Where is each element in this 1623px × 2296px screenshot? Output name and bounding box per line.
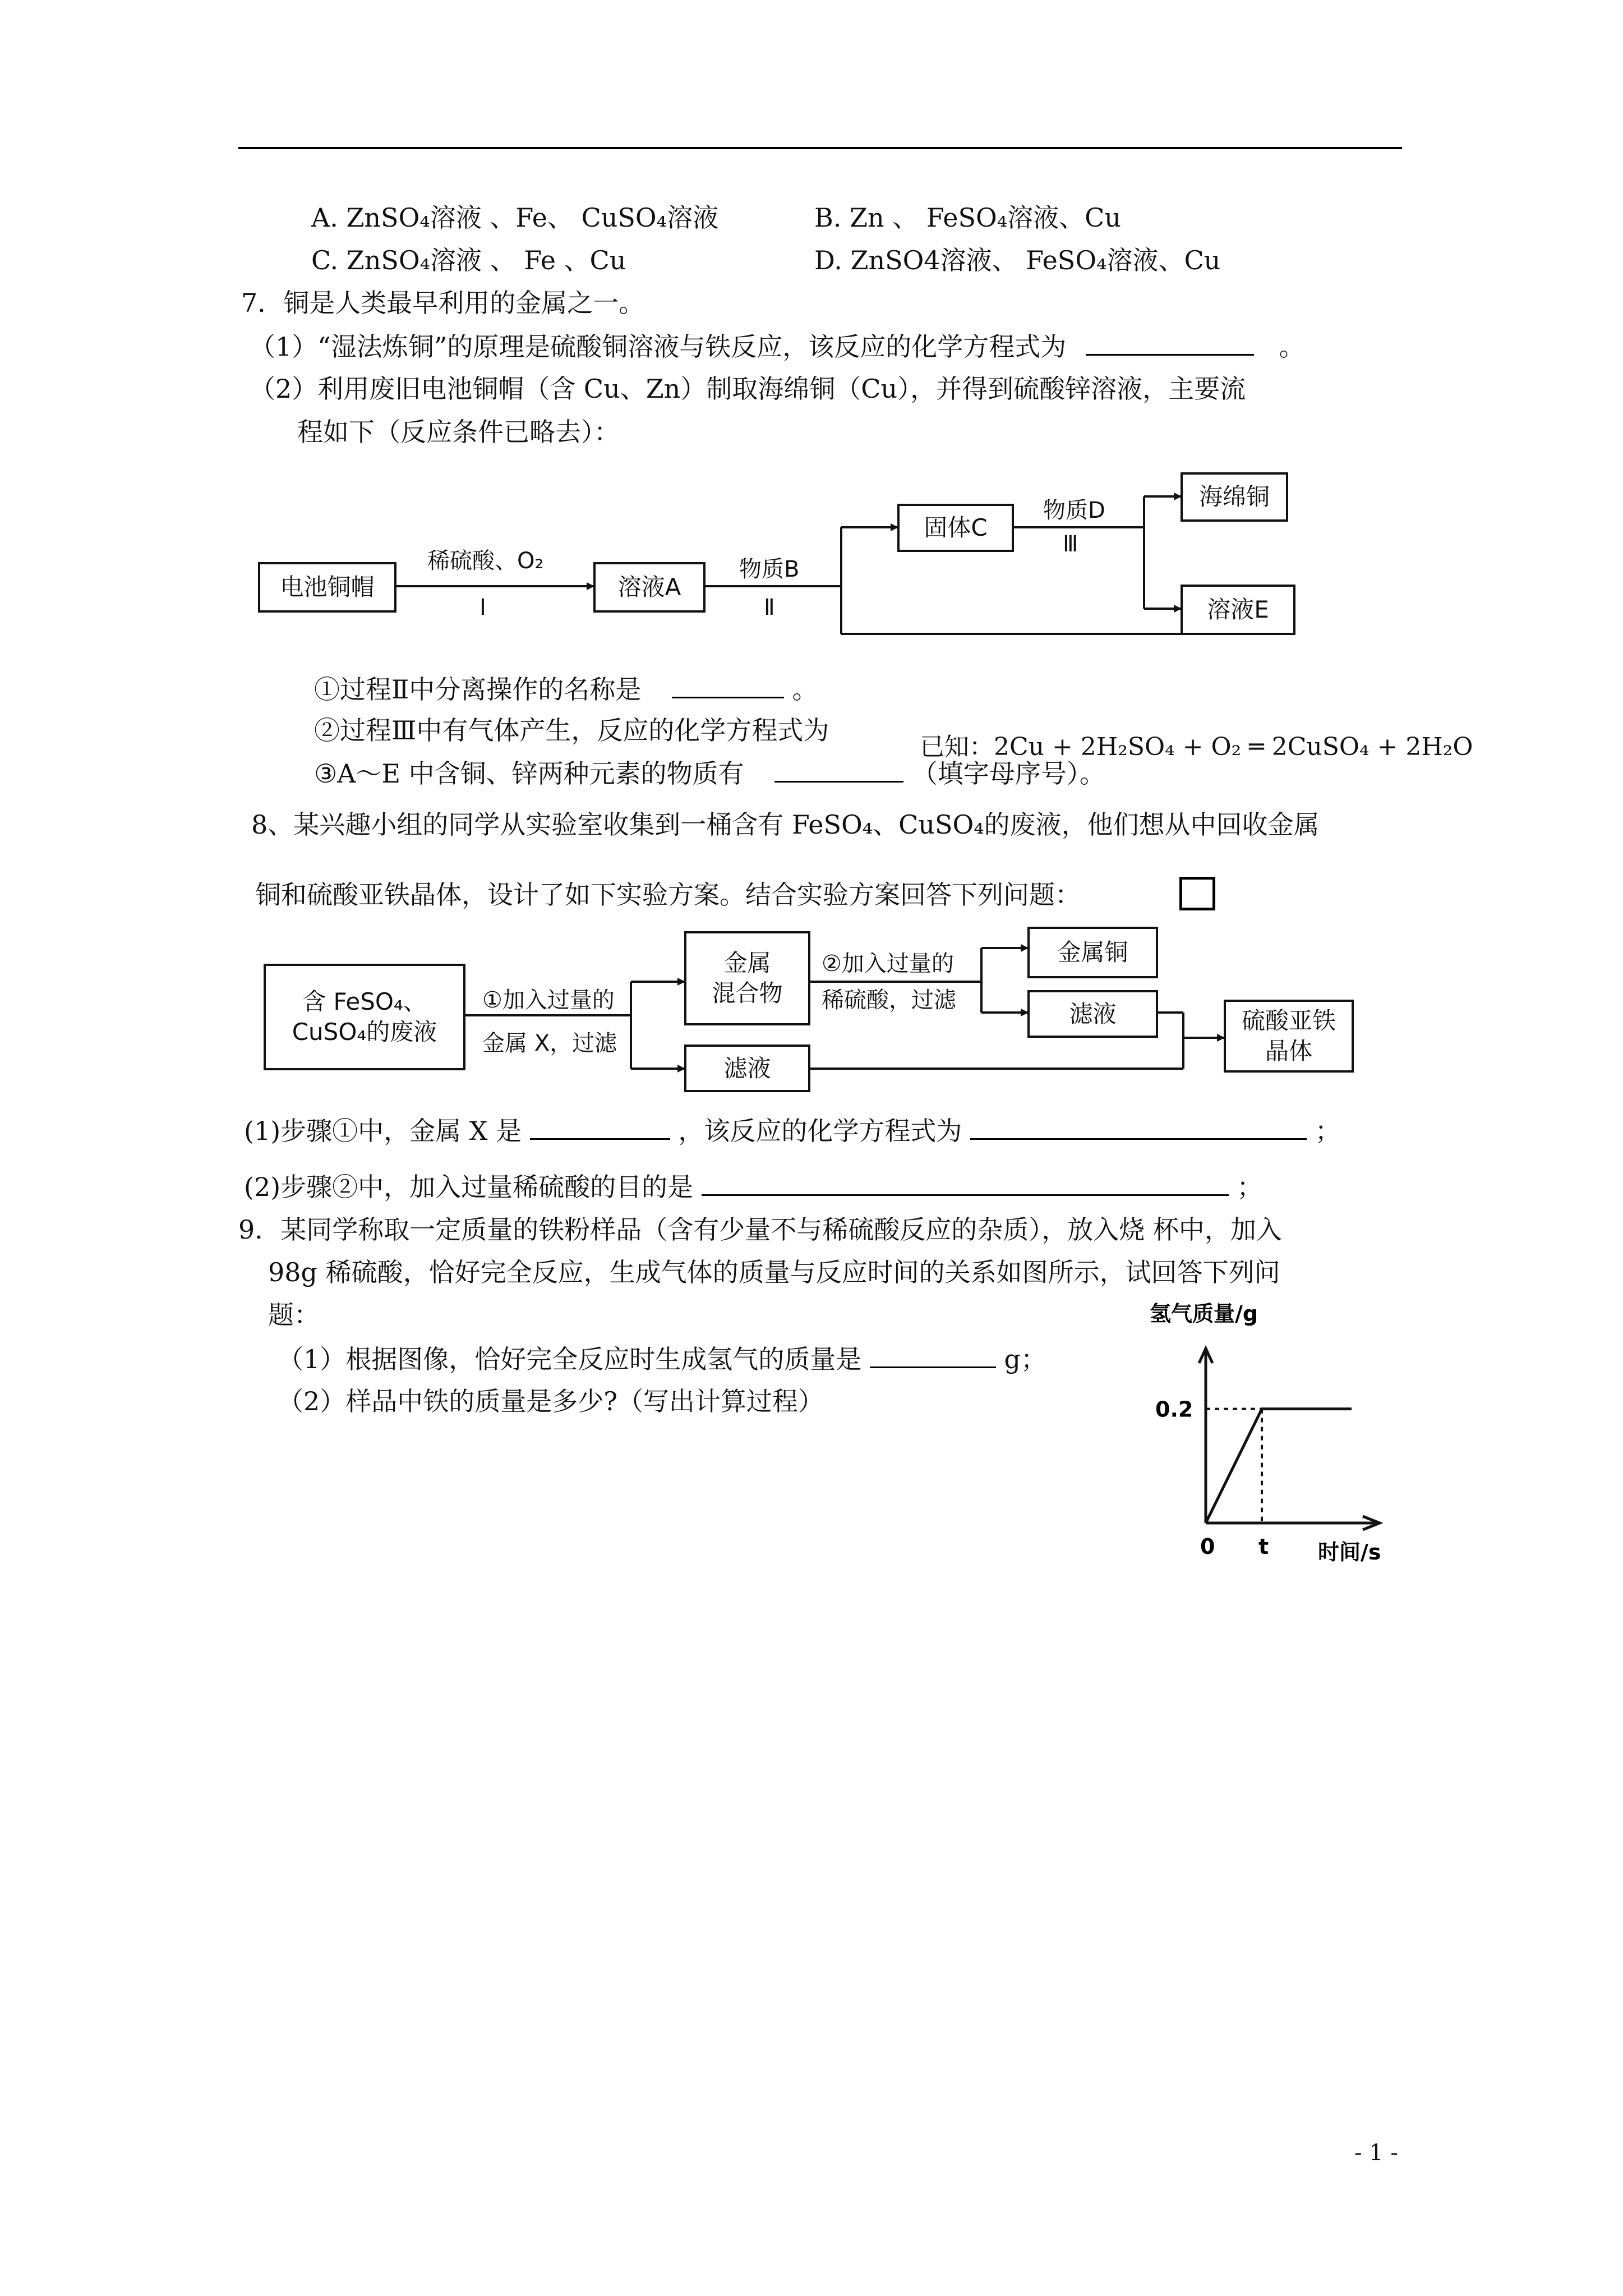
q7-sub1 (314, 672, 818, 706)
q7-part2-line1: （2）利用废旧电池铜帽（含 Cu、Zn）制取海绵铜（Cu），并得到硫酸锌溶液，主要流 (250, 374, 1246, 404)
q8-line1: 8、某兴趣小组的同学从实验室收集到一桶含有 FeSO₄、CuSO₄的废液，他们想从中回收金属 (251, 809, 1320, 840)
box-metal-mixture-line1: 金属 (723, 949, 771, 977)
box-filtrate-top: 滤液 (1027, 990, 1158, 1038)
step2-reagent: 物质B (739, 556, 800, 582)
checkbox-square[interactable] (1179, 877, 1215, 910)
chart-y-label: 氢气质量/g (1150, 1301, 1258, 1326)
q8-q1-text-a: (1)步骤①中，金属 X 是 (244, 1116, 522, 1146)
q9-sub1-blank[interactable] (870, 1342, 996, 1368)
q9-sub1-unit: g； (1004, 1344, 1046, 1374)
q7-sub1-answer-blank[interactable] (672, 672, 784, 698)
q6-option-b: B. Zn 、 FeSO₄溶液、Cu (814, 203, 1121, 233)
box-solid-c: 固体C (897, 504, 1014, 552)
q8-q1-blank-metal[interactable] (530, 1114, 670, 1140)
q8-q2 (244, 1170, 1262, 1204)
q7-sub3-text: ③A～E 中含铜、锌两种元素的物质有 (314, 758, 744, 789)
step3-reagent: 物质D (1043, 498, 1105, 523)
q8-q2-blank[interactable] (702, 1170, 1229, 1196)
x-tick-label: t (1258, 1534, 1269, 1559)
series-line (1206, 1409, 1352, 1523)
box-waste-liquid-line2: CuSO₄的废液 (292, 1018, 437, 1046)
box-metal-mixture-line2: 混合物 (712, 979, 783, 1007)
q7-title: 7．铜是人类最早利用的金属之一。 (241, 288, 645, 318)
q8-q1-blank-equation[interactable] (970, 1114, 1307, 1140)
q9-sub2: （2）样品中铁的质量是多少?（写出计算过程） (278, 1386, 824, 1416)
box-result-line1: 硫酸亚铁 (1241, 1007, 1336, 1034)
q8-step1-top: ①加入过量的 (482, 987, 615, 1013)
q9-line3: 题： (268, 1300, 320, 1330)
box-waste-liquid-line1: 含 FeSO₄、 (302, 988, 427, 1015)
q8-step1-bottom: 金属 X，过滤 (482, 1030, 617, 1056)
q8-q1-text-b: ，该反应的化学方程式为 (678, 1116, 962, 1146)
chart-origin-label: 0 (1200, 1534, 1215, 1559)
box-metal-mixture (684, 931, 810, 1025)
box-copper-metal: 金属铜 (1027, 927, 1158, 978)
y-tick-label: 0.2 (1155, 1397, 1193, 1422)
q7-sub3 (314, 756, 1105, 790)
q8-q2-text: (2)步骤②中，加入过量稀硫酸的目的是 (244, 1172, 694, 1202)
q9-sub1 (278, 1342, 1046, 1376)
box-sponge-copper: 海绵铜 (1181, 472, 1288, 522)
chart-x-label: 时间/s (1318, 1540, 1381, 1565)
q8-step2-bottom: 稀硫酸，过滤 (822, 987, 956, 1013)
q8-q1 (244, 1114, 1341, 1148)
q8-step2-top: ②加入过量的 (822, 951, 954, 977)
q7-part1-text: （1）“湿法炼铜”的原理是硫酸铜溶液与铁反应，该反应的化学方程式为 (250, 332, 1067, 362)
box-waste-liquid (264, 964, 465, 1070)
box-result-line2: 晶体 (1265, 1037, 1312, 1065)
q7-part2-line2: 程如下（反应条件已略去）： (297, 417, 620, 447)
step1-reagent: 稀硫酸、O₂ (427, 548, 544, 574)
q8-q2-end: ； (1237, 1172, 1263, 1202)
known-equation: 已知：2Cu + 2H₂SO₄ + O₂ ═ 2CuSO₄ + 2H₂O (920, 733, 1473, 761)
q6-option-d: D. ZnSO4溶液、 FeSO₄溶液、Cu (814, 245, 1221, 275)
q8-line2: 铜和硫酸亚铁晶体，设计了如下实验方案。结合实验方案回答下列问题： (255, 880, 1081, 910)
q6-option-c: C. ZnSO₄溶液 、 Fe 、Cu (311, 245, 626, 275)
box-ferrous-sulfate-crystal (1224, 1000, 1354, 1073)
q7-sub2: ②过程Ⅲ中有气体产生，反应的化学方程式为 (314, 715, 829, 746)
box-filtrate-bottom: 滤液 (684, 1045, 810, 1092)
q9-line2: 98g 稀硫酸，恰好完全反应，生成气体的质量与反应时间的关系如图所示，试回答下列问 (268, 1257, 1280, 1287)
q7-sub3-end: （填字母序号）。 (911, 758, 1105, 789)
box-solution-e: 溶液E (1181, 585, 1295, 635)
step3-number: Ⅲ (1063, 531, 1078, 557)
q7-sub1-text: ①过程Ⅱ中分离操作的名称是 (314, 674, 642, 705)
q7-part1-end: 。 (1279, 332, 1305, 362)
hydrogen-mass-chart (1150, 1301, 1408, 1571)
step1-number: Ⅰ (479, 595, 486, 620)
q6-option-a: A. ZnSO₄溶液 、Fe、 CuSO₄溶液 (311, 203, 719, 233)
q9-line1: 9．某同学称取一定质量的铁粉样品（含有少量不与稀硫酸反应的杂质），放入烧 杯中，加入 (238, 1214, 1282, 1245)
q8-q1-end: ； (1315, 1116, 1341, 1146)
q7-sub3-answer-blank[interactable] (774, 756, 903, 783)
box-battery-cap: 电池铜帽 (258, 562, 396, 613)
q7-sub1-end: 。 (792, 674, 818, 705)
q9-sub1-text: （1）根据图像，恰好完全反应时生成氢气的质量是 (278, 1344, 862, 1374)
page-number: - 1 - (1354, 2140, 1398, 2166)
box-solution-a: 溶液A (593, 562, 706, 613)
step2-number: Ⅱ (764, 595, 775, 620)
